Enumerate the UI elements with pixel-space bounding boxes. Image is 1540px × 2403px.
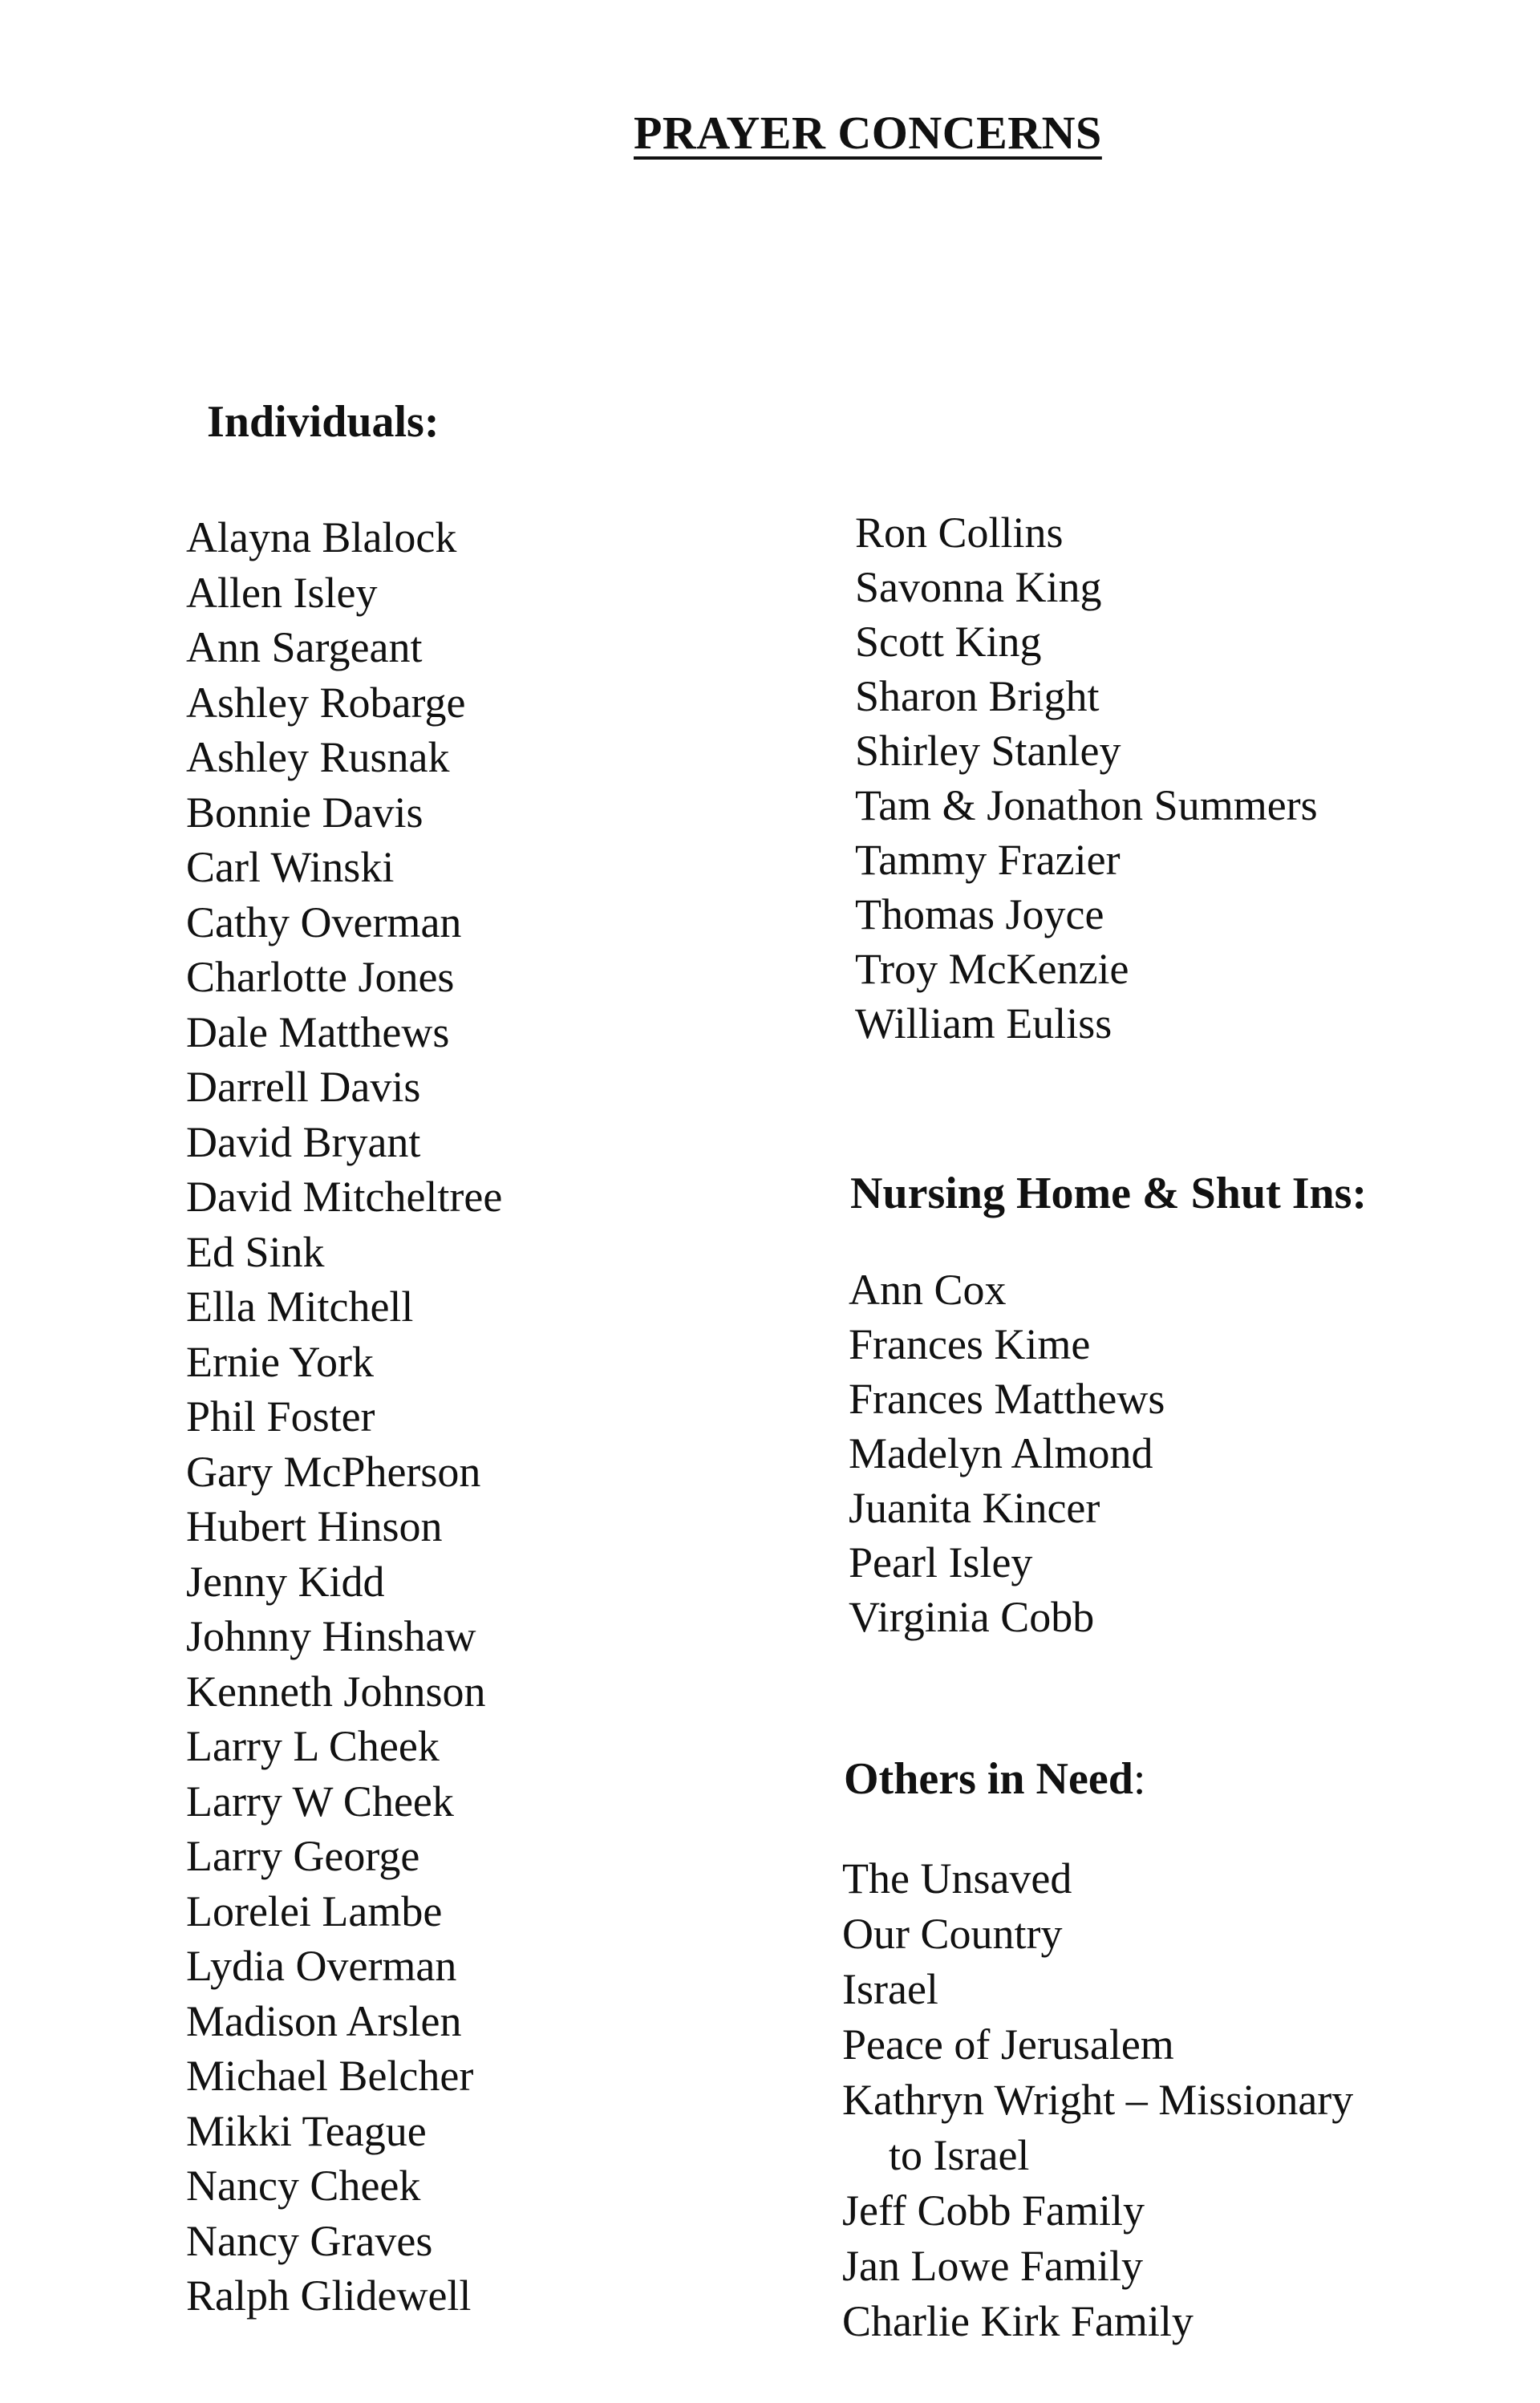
list-item: Phil Foster [186, 1392, 375, 1441]
list-item: Jan Lowe Family [842, 2242, 1143, 2290]
list-item: Ashley Robarge [186, 678, 466, 727]
page-title: PRAYER CONCERNS [634, 107, 1102, 159]
list-item: Pearl Isley [849, 1538, 1033, 1586]
nursing-home-heading: Nursing Home & Shut Ins: [850, 1169, 1368, 1218]
individuals-list-column-2 [855, 505, 1318, 1051]
list-item: Ernie York [186, 1337, 375, 1386]
list-item: Ashley Rusnak [186, 733, 450, 781]
others-in-need-list [842, 1851, 1353, 2349]
list-item: Ella Mitchell [186, 1283, 414, 1331]
list-item: Jeff Cobb Family [842, 2186, 1145, 2235]
list-item: Ed Sink [186, 1227, 325, 1276]
individuals-list-column-1 [186, 510, 502, 2324]
list-item: David Bryant [186, 1117, 421, 1166]
list-item: Savonna King [855, 563, 1102, 611]
list-item: Ron Collins [855, 509, 1064, 557]
list-item: Alayna Blalock [186, 513, 457, 561]
list-item: to Israel [889, 2131, 1030, 2179]
list-item: Johnny Hinshaw [186, 1612, 476, 1660]
list-item: David Mitcheltree [186, 1173, 503, 1221]
list-item: Larry W Cheek [186, 1777, 454, 1826]
list-item: Carl Winski [186, 843, 395, 891]
list-item: Kenneth Johnson [186, 1667, 486, 1716]
list-item: Peace of Jerusalem [842, 2020, 1174, 2069]
list-item: Nancy Cheek [186, 2162, 421, 2210]
others-heading-colon: : [1133, 1754, 1146, 1804]
list-item: Our Country [842, 1910, 1063, 1958]
list-item: Ann Cox [849, 1266, 1007, 1314]
list-item: Virginia Cobb [849, 1593, 1095, 1641]
list-item: Israel [842, 1965, 938, 2013]
list-item: Shirley Stanley [855, 727, 1121, 775]
list-item: Allen Isley [186, 568, 378, 617]
list-item: Tam & Jonathon Summers [855, 781, 1318, 829]
list-item: Darrell Davis [186, 1063, 421, 1111]
list-item: Lydia Overman [186, 1942, 457, 1990]
nursing-home-list [849, 1262, 1165, 1644]
list-item: Ralph Glidewell [186, 2271, 472, 2320]
list-item: Tammy Frazier [855, 836, 1121, 884]
list-item: The Unsaved [842, 1854, 1072, 1903]
list-item: Larry George [186, 1832, 420, 1880]
list-item: Frances Kime [849, 1320, 1091, 1368]
list-item: Hubert Hinson [186, 1502, 443, 1550]
list-item: Gary McPherson [186, 1447, 481, 1496]
list-item: Thomas Joyce [855, 890, 1104, 938]
list-item: Scott King [855, 618, 1042, 666]
list-item: Bonnie Davis [186, 788, 424, 837]
list-item: Frances Matthews [849, 1375, 1165, 1423]
list-item: Madison Arslen [186, 1996, 462, 2045]
list-item: Charlotte Jones [186, 953, 455, 1001]
others-heading-text: Others in Need [844, 1754, 1133, 1804]
list-item: Michael Belcher [186, 2052, 474, 2100]
list-item: Larry L Cheek [186, 1722, 440, 1770]
list-item: Nancy Graves [186, 2216, 433, 2265]
list-item: Jenny Kidd [186, 1557, 385, 1606]
list-item: Troy McKenzie [855, 945, 1129, 993]
list-item: Dale Matthews [186, 1007, 450, 1056]
list-item: Ann Sargeant [186, 623, 423, 671]
list-item: Madelyn Almond [849, 1429, 1153, 1477]
list-item: Mikki Teague [186, 2106, 427, 2155]
individuals-heading: Individuals: [207, 397, 440, 447]
list-item: William Euliss [855, 999, 1112, 1048]
list-item: Charlie Kirk Family [842, 2297, 1194, 2345]
list-item: Lorelei Lambe [186, 1886, 443, 1935]
others-in-need-heading [844, 1753, 1145, 1805]
list-item: Cathy Overman [186, 898, 462, 946]
list-item: Kathryn Wright – Missionary [842, 2076, 1354, 2124]
list-item: Juanita Kincer [849, 1484, 1100, 1532]
list-item: Sharon Bright [855, 672, 1100, 720]
